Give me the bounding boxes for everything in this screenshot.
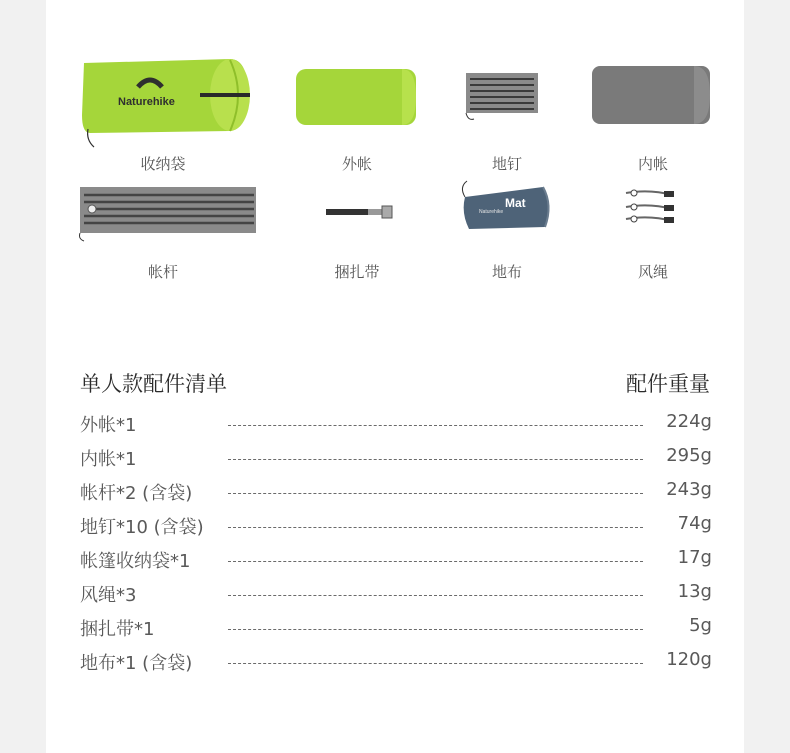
item-label: 地布 <box>491 263 522 281</box>
item-label: 内帐 <box>637 155 668 173</box>
item-outer-tent <box>282 55 432 173</box>
list-item <box>80 615 712 643</box>
mat-brand: Naturehike <box>479 209 504 215</box>
dotted-leader <box>228 425 643 426</box>
item-tent-poles <box>88 183 238 281</box>
part-name: 地钉*10 (含袋) <box>80 517 204 538</box>
strap-image <box>282 183 432 273</box>
item-storage-bag <box>88 55 238 173</box>
ground-stakes-image <box>432 55 582 145</box>
item-guy-ropes <box>578 183 728 281</box>
item-label: 捆扎带 <box>334 263 380 281</box>
list-item <box>80 649 712 677</box>
part-name: 外帐*1 <box>80 415 137 436</box>
weight-header: 配件重量 <box>626 372 710 396</box>
item-ground-stakes <box>432 55 582 173</box>
list-item <box>80 581 712 609</box>
storage-bag-image <box>88 55 238 145</box>
part-weight: 13g <box>677 581 712 602</box>
item-label: 帐杆 <box>147 263 178 281</box>
dotted-leader <box>228 493 643 494</box>
list-item <box>80 547 712 575</box>
part-weight: 295g <box>666 445 712 466</box>
dotted-leader <box>228 629 643 630</box>
ground-mat-image <box>432 183 582 273</box>
list-item <box>80 479 712 507</box>
dotted-leader <box>228 595 643 596</box>
part-name: 帐杆*2 (含袋) <box>80 483 193 504</box>
tent-poles-image <box>88 183 238 273</box>
item-inner-tent <box>578 55 728 173</box>
list-title: 单人款配件清单 <box>80 372 227 396</box>
storage-bag-brand: Naturehike <box>118 96 175 108</box>
part-name: 地布*1 (含袋) <box>80 653 193 674</box>
part-weight: 243g <box>666 479 712 500</box>
item-label: 风绳 <box>637 263 668 281</box>
dotted-leader <box>228 459 643 460</box>
item-strap <box>282 183 432 281</box>
guy-ropes-image <box>578 183 728 273</box>
part-name: 捆扎带*1 <box>80 619 155 640</box>
part-weight: 74g <box>677 513 712 534</box>
inner-tent-image <box>578 55 728 145</box>
part-weight: 224g <box>666 411 712 432</box>
list-item <box>80 445 712 473</box>
item-ground-mat <box>432 183 582 281</box>
dotted-leader <box>228 663 643 664</box>
dotted-leader <box>228 527 643 528</box>
outer-tent-image <box>282 55 432 145</box>
list-item <box>80 513 712 541</box>
list-item <box>80 411 712 439</box>
part-weight: 120g <box>666 649 712 670</box>
dotted-leader <box>228 561 643 562</box>
part-name: 帐篷收纳袋*1 <box>80 551 191 572</box>
part-name: 内帐*1 <box>80 449 137 470</box>
part-name: 风绳*3 <box>80 585 137 606</box>
part-weight: 17g <box>677 547 712 568</box>
mat-tag: Mat <box>505 196 526 210</box>
item-label: 收纳袋 <box>140 155 186 173</box>
item-label: 地钉 <box>491 155 522 173</box>
item-label: 外帐 <box>341 155 372 173</box>
part-weight: 5g <box>689 615 712 636</box>
